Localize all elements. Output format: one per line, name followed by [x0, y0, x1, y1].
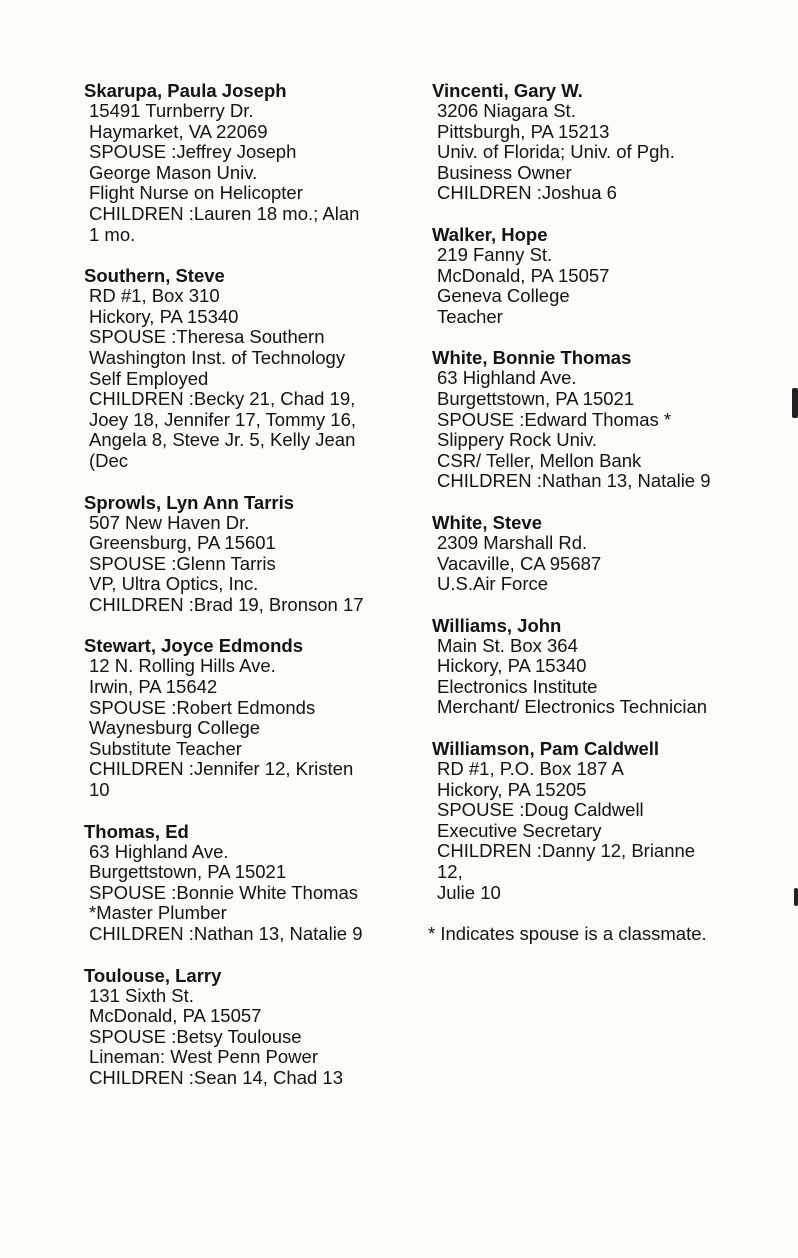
entry-line: Substitute Teacher — [89, 737, 242, 759]
right-entries — [428, 80, 788, 903]
entry-line: Burgettstown, PA 15021 — [89, 861, 287, 883]
entry-line: *Master Plumber — [89, 902, 227, 924]
entry-line: CSR/ Teller, Mellon Bank — [437, 449, 642, 471]
entry-line: Teacher — [437, 305, 503, 327]
entry-line: Univ. of Florida; Univ. of Pgh. — [437, 141, 675, 163]
entry-name: Skarupa, Paula Joseph — [84, 80, 287, 101]
entry-line: Vacaville, CA 95687 — [437, 552, 602, 574]
entry-line: Hickory, PA 15340 — [89, 305, 239, 327]
entry-line: CHILDREN :Jennifer 12, Kristen — [89, 758, 354, 780]
entry-line: 63 Highland Ave. — [89, 840, 229, 862]
entry-line: Hickory, PA 15340 — [437, 655, 587, 677]
page-edge-mark — [792, 388, 798, 418]
entry-line: 3206 Niagara St. — [437, 100, 576, 121]
directory-entry — [428, 615, 788, 718]
directory-entry — [428, 512, 788, 595]
entry-line: Hickory, PA 15205 — [437, 778, 587, 800]
entry-line: Business Owner — [437, 161, 572, 183]
entry-line: SPOUSE :Betsy Toulouse — [89, 1025, 302, 1047]
entry-line: SPOUSE :Glenn Tarris — [89, 552, 276, 574]
directory-entry — [80, 965, 410, 1089]
entry-line: CHILDREN :Becky 21, Chad 19, — [89, 388, 356, 410]
entry-line: Merchant/ Electronics Technician — [437, 696, 708, 718]
entry-name: Williamson, Pam Caldwell — [432, 738, 660, 760]
entry-line: RD #1, P.O. Box 187 A — [437, 758, 624, 780]
directory-entry — [80, 265, 410, 471]
entry-line: Haymarket, VA 22069 — [89, 120, 268, 142]
entry-line: Greensburg, PA 15601 — [89, 532, 276, 554]
entry-line: SPOUSE :Theresa Southern — [89, 326, 325, 348]
entry-line: Electronics Institute — [437, 675, 598, 697]
entry-line: Executive Secretary — [437, 819, 602, 841]
footnote: * Indicates spouse is a classmate. — [428, 923, 707, 945]
entry-line: CHILDREN :Danny 12, Brianne — [437, 840, 696, 862]
entry-line: Angela 8, Steve Jr. 5, Kelly Jean — [89, 429, 356, 451]
entry-line: CHILDREN :Nathan 13, Natalie 9 — [437, 470, 711, 492]
entry-line: VP, Ultra Optics, Inc. — [89, 573, 259, 595]
entry-line: McDonald, PA 15057 — [437, 264, 610, 286]
entry-line: Pittsburgh, PA 15213 — [437, 120, 610, 142]
entry-name: Sprowls, Lyn Ann Tarris — [84, 491, 295, 513]
entry-line: Flight Nurse on Helicopter — [89, 182, 303, 204]
entry-line: SPOUSE :Doug Caldwell — [437, 799, 644, 821]
directory-entry — [80, 80, 410, 245]
entry-name: White, Bonnie Thomas — [432, 347, 632, 369]
directory-entry — [80, 635, 410, 800]
entry-line: Waynesburg College — [89, 717, 261, 739]
entry-line: Joey 18, Jennifer 17, Tommy 16, — [89, 408, 357, 430]
entry-line: Slippery Rock Univ. — [437, 429, 598, 451]
entry-line: 131 Sixth St. — [89, 984, 194, 1006]
entry-line: 12 N. Rolling Hills Ave. — [89, 655, 276, 677]
entry-line: SPOUSE :Bonnie White Thomas — [89, 881, 359, 903]
entry-line: Julie 10 — [437, 881, 501, 903]
entry-line: CHILDREN :Sean 14, Chad 13 — [89, 1066, 343, 1088]
entry-line: 15491 Turnberry Dr. — [89, 100, 254, 121]
entry-line: George Mason Univ. — [89, 161, 258, 183]
entry-name: Stewart, Joyce Edmonds — [84, 635, 303, 657]
left-column — [80, 80, 410, 1109]
directory-entry — [80, 492, 410, 616]
directory-entry — [428, 738, 788, 903]
directory-entry — [80, 821, 410, 945]
entry-line: CHILDREN :Joshua 6 — [437, 182, 617, 204]
entry-line: SPOUSE :Edward Thomas * — [437, 408, 672, 430]
entry-line: 10 — [89, 779, 110, 801]
entry-line: (Dec — [89, 449, 129, 471]
entry-line: 12, — [437, 861, 463, 883]
page-edge-mark — [794, 888, 798, 906]
entry-line: 219 Fanny St. — [437, 243, 553, 265]
entry-line: SPOUSE :Jeffrey Joseph — [89, 141, 297, 163]
right-column — [428, 80, 788, 944]
entry-name: Walker, Hope — [432, 223, 548, 245]
entry-line: Geneva College — [437, 285, 570, 307]
entry-name: White, Steve — [432, 511, 542, 533]
entry-line: Burgettstown, PA 15021 — [437, 387, 635, 409]
entry-name: Williams, John — [432, 614, 562, 636]
entry-line: CHILDREN :Brad 19, Bronson 17 — [89, 593, 364, 615]
entry-line: RD #1, Box 310 — [89, 285, 220, 307]
entry-line: CHILDREN :Nathan 13, Natalie 9 — [89, 923, 363, 944]
entry-line: Self Employed — [89, 367, 209, 389]
entry-line: 2309 Marshall Rd. — [437, 531, 588, 553]
entry-line: Main St. Box 364 — [437, 634, 578, 656]
entry-line: Irwin, PA 15642 — [89, 676, 218, 698]
entry-name: Southern, Steve — [84, 265, 225, 287]
entry-line: 1 mo. — [89, 223, 136, 245]
directory-entry — [428, 80, 788, 204]
entry-line: 63 Highland Ave. — [437, 367, 577, 389]
entry-line: McDonald, PA 15057 — [89, 1005, 262, 1027]
entry-line: U.S.Air Force — [437, 573, 549, 595]
entry-line: CHILDREN :Lauren 18 mo.; Alan — [89, 202, 360, 224]
entry-name: Thomas, Ed — [84, 820, 189, 842]
entry-line: SPOUSE :Robert Edmonds — [89, 696, 316, 718]
directory-entry — [428, 224, 788, 327]
entry-line: Lineman: West Penn Power — [89, 1046, 318, 1068]
entry-line: Washington Inst. of Technology — [89, 346, 346, 368]
entry-name: Vincenti, Gary W. — [432, 80, 583, 101]
directory-entry — [428, 347, 788, 492]
entry-line: 507 New Haven Dr. — [89, 511, 250, 533]
entry-name: Toulouse, Larry — [84, 964, 222, 986]
